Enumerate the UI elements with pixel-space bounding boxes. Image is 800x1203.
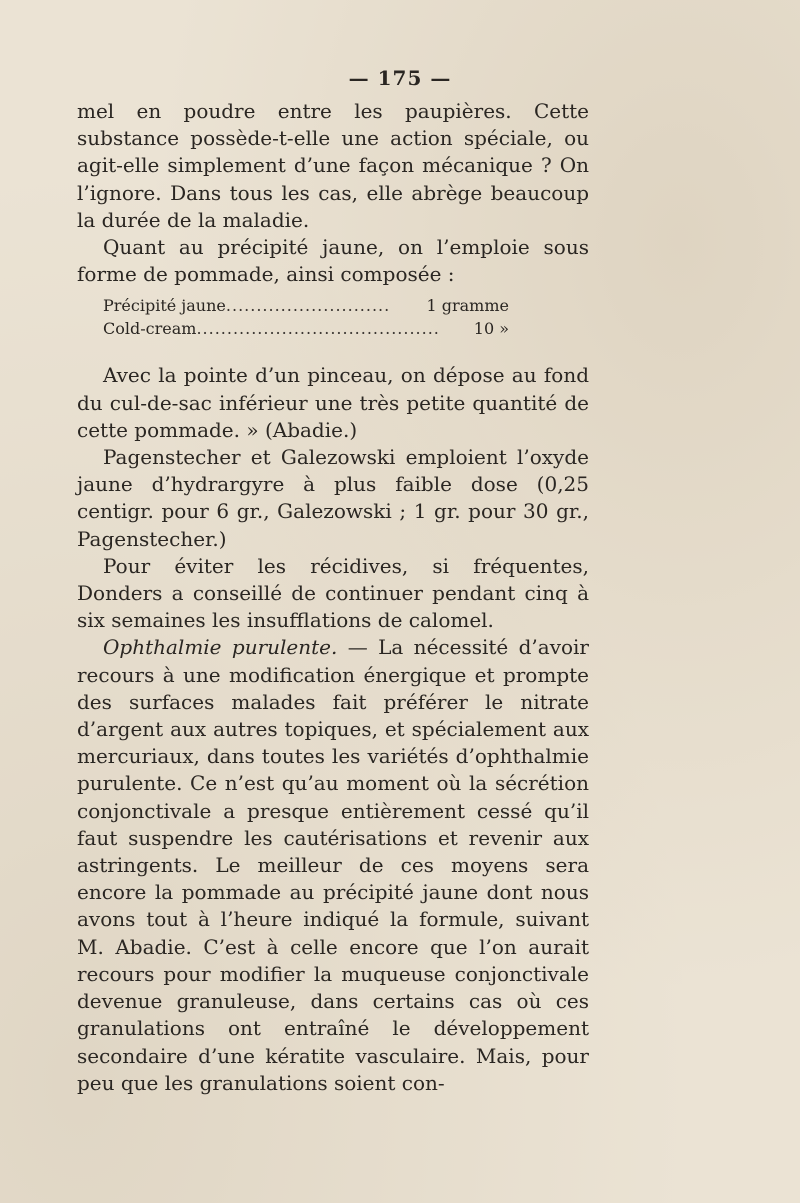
formula-ingredient: Précipité jaune bbox=[103, 296, 226, 316]
formula-ingredient: Cold-cream bbox=[103, 319, 197, 339]
paragraph-ophthalmie bbox=[77, 634, 589, 1096]
paragraph-dosage: Pagenstecher et Galezowski emploient l’oxyde jaune d’hydrargyre à plus faible dose (0,25 centigr. pour 6 gr., Galezowski ; 1 gr. pour 30 gr., Pagenstecher.) bbox=[77, 445, 589, 551]
formula-table bbox=[77, 294, 589, 340]
paragraph-precipite: Quant au précipité jaune, on l’emploie sous forme de pommade, ainsi composée : bbox=[77, 235, 589, 287]
section-heading-ophthalmie: Ophthalmie purulente. bbox=[103, 635, 338, 660]
formula-row bbox=[77, 317, 589, 340]
formula-row bbox=[77, 294, 589, 317]
paragraph-recidives: Pour éviter les récidives, si fréquentes, Donders a conseillé de continuer pendant cinq à six semaines les insufflations de calomel. bbox=[77, 553, 589, 633]
paragraph-ophthalmie-body: — La nécessité d’avoir recours à une modification énergique et prompte des surfaces malades fait préférer le nitrate d’argent aux autres topiques, et spécialement aux mercuriaux, dans toutes les variétés d’ophthalmie purulente. Ce n’est qu’au moment où la sécrétion conjonctivale a presque entièrement cessé qu’il faut suspendre les cautérisations et revenir aux astringents. Le meilleur de ces moyens sera encore la pommade au précipité jaune dont nous avons tout à l’heure indiqué la formule, suivant M. Abadie. C’est à celle encore que l’on aurait recours pour modifier la muqueuse conjonctivale devenue granuleuse, dans certains cas où ces granulations ont entraîné le développement secondaire d’une kératite vasculaire. Mais, pour peu que les granulations soient con- bbox=[77, 635, 589, 1095]
formula-leader: ........................................ bbox=[196, 319, 440, 339]
formula-quantity: 1 gramme bbox=[426, 296, 509, 316]
formula-leader: ........................... bbox=[225, 296, 391, 316]
paragraph-application: Avec la pointe d’un pinceau, on dépose au fond du cul-de-sac inférieur une très petite quantité de cette pommade. » (Abadie.) bbox=[77, 363, 589, 442]
paragraph-calomel: mel en poudre entre les paupières. Cette substance possède-t-elle une action spéciale, ou agit-elle simplement d’une façon mécanique ? On l’ignore. Dans tous les cas, elle abrège beaucoup la durée de la maladie. bbox=[77, 99, 589, 232]
page-body bbox=[77, 98, 589, 1097]
page-number: — 175 — bbox=[348, 66, 452, 90]
formula-quantity: 10 » bbox=[473, 319, 509, 339]
